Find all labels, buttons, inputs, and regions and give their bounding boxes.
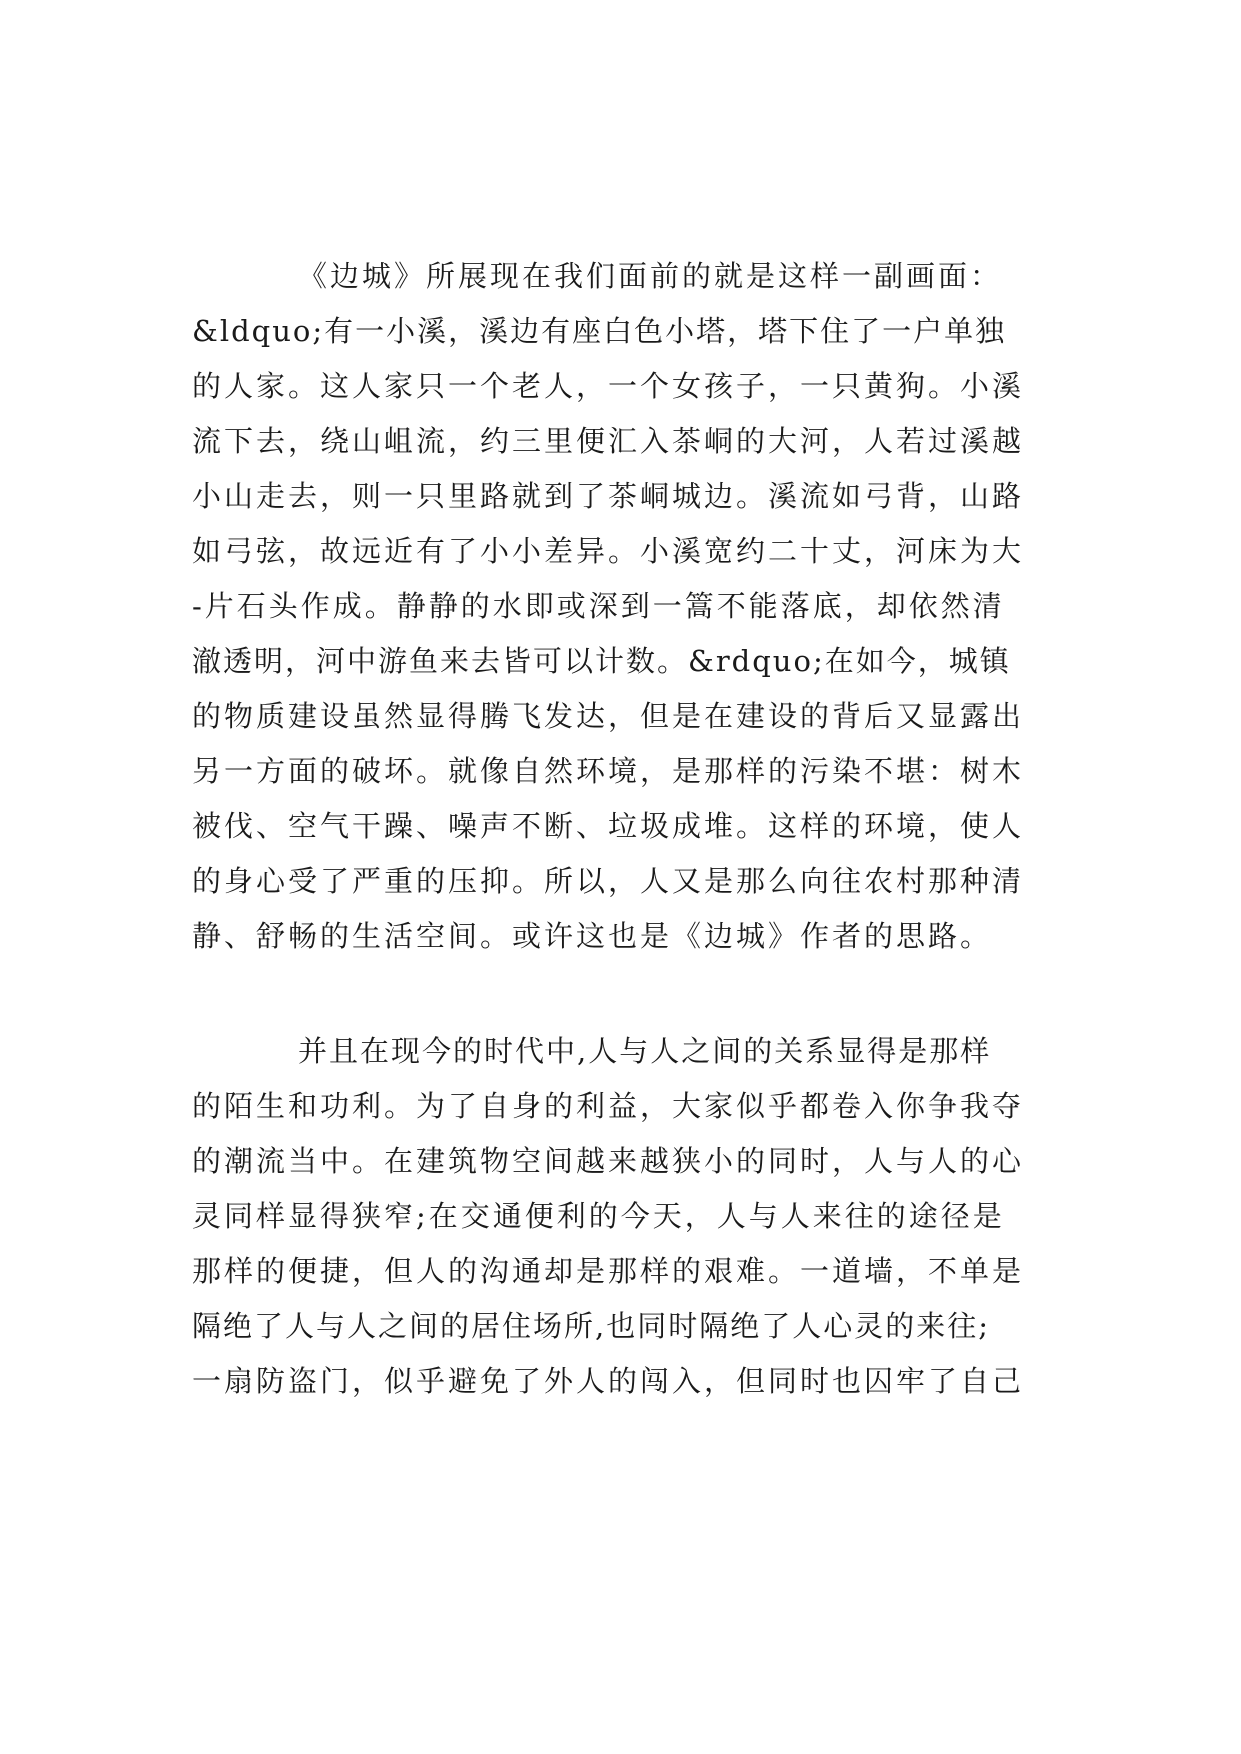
text-line: 灵同样显得狭窄;在交通便利的今天，人与人来往的途径是 (192, 1199, 1005, 1233)
text-line: 隔绝了人与人之间的居住场所,也同时隔绝了人心灵的来往; (192, 1309, 990, 1343)
text-line: 那样的便捷，但人的沟通却是那样的艰难。一道墙，不单是 (192, 1254, 1025, 1288)
text-line: &ldquo;有一小溪，溪边有座白色小塔，塔下住了一户单独 (192, 314, 1007, 348)
text-line: 流下去，绕山岨流，约三里便汇入茶峒的大河，人若过溪越 (192, 424, 1025, 458)
text-line: 的陌生和功利。为了自身的利益，大家似乎都卷入你争我夺 (192, 1089, 1025, 1123)
text-line: 的潮流当中。在建筑物空间越来越狭小的同时，人与人的心 (192, 1144, 1025, 1178)
text-line: 的身心受了严重的压抑。所以，人又是那么向往农村那种清 (192, 864, 1025, 898)
text-line: 小山走去，则一只里路就到了茶峒城边。溪流如弓背，山路 (192, 479, 1025, 513)
text-line: 并且在现今的时代中,人与人之间的关系显得是那样 (298, 1034, 992, 1068)
text-line: 被伐、空气干躁、噪声不断、垃圾成堆。这样的环境，使人 (192, 809, 1025, 843)
text-line: 如弓弦，故远近有了小小差异。小溪宽约二十丈，河床为大 (192, 534, 1025, 568)
text-line: 另一方面的破坏。就像自然环境，是那样的污染不堪：树木 (192, 754, 1025, 788)
text-line: 澈透明，河中游鱼来去皆可以计数。&rdquo;在如今，城镇 (192, 644, 1011, 678)
text-line: 一扇防盗门，似乎避免了外人的闯入，但同时也囚牢了自己 (192, 1364, 1025, 1398)
text-line: 《边城》所展现在我们面前的就是这样一副画面： (298, 259, 1003, 293)
text-line: 的人家。这人家只一个老人，一个女孩子，一只黄狗。小溪 (192, 369, 1025, 403)
text-line: 静、舒畅的生活空间。或许这也是《边城》作者的思路。 (192, 919, 993, 953)
text-line: 的物质建设虽然显得腾飞发达，但是在建设的背后又显露出 (192, 699, 1025, 733)
text-line: -片石头作成。静静的水即或深到一篙不能落底，却依然清 (192, 589, 1005, 623)
